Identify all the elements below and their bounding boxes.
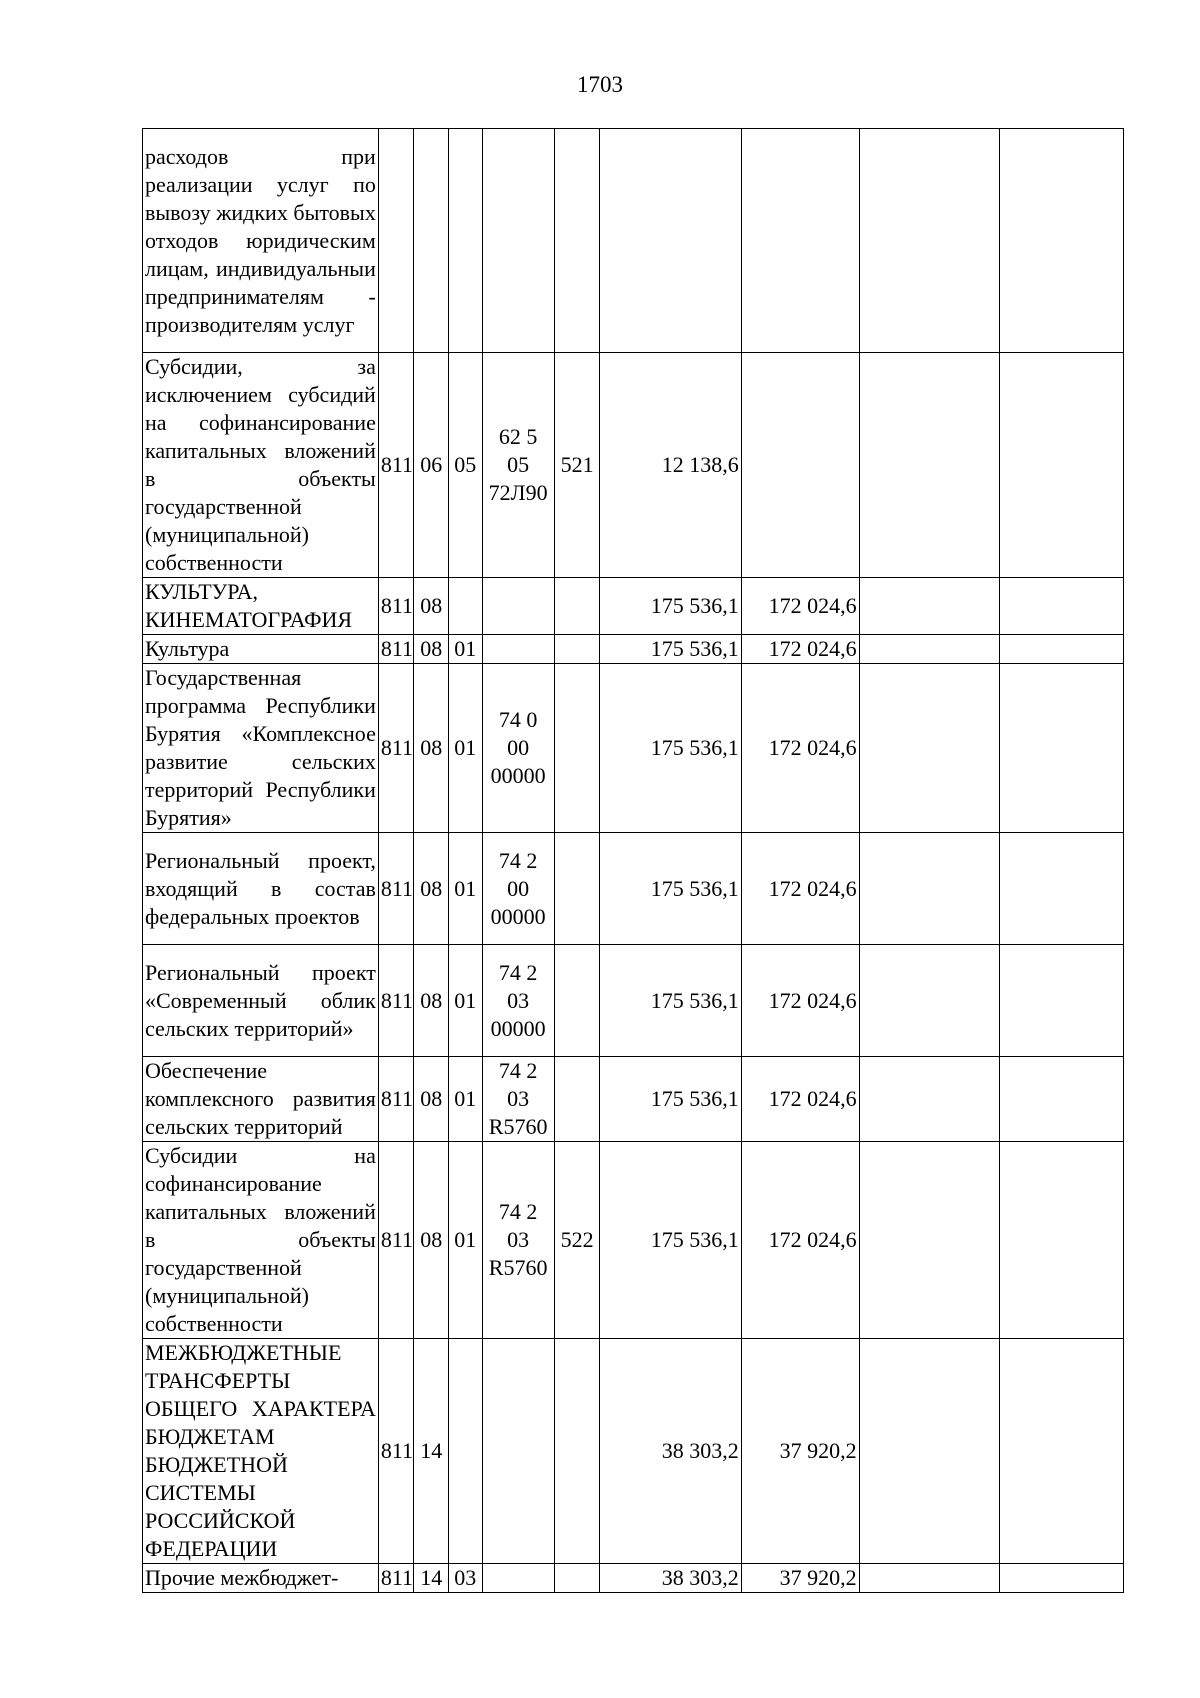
row-pr (448, 1339, 482, 1564)
row-cs: 74 2 03 R5760 (482, 1142, 554, 1339)
row-vr (554, 664, 600, 833)
row-empty-1 (859, 1564, 999, 1593)
row-sum1: 175 536,1 (600, 578, 741, 635)
row-cs: 62 5 05 72Л90 (482, 353, 554, 578)
row-sum1: 175 536,1 (600, 635, 741, 664)
row-gr: 811 (378, 833, 414, 945)
row-sum1: 175 536,1 (600, 1057, 741, 1142)
row-cs: 74 2 03 R5760 (482, 1057, 554, 1142)
row-gr: 811 (378, 578, 414, 635)
row-rz: 08 (414, 945, 449, 1057)
row-empty-1 (859, 664, 999, 833)
row-empty-1 (859, 1057, 999, 1142)
row-rz: 08 (414, 578, 449, 635)
row-name: расходов при реализации услуг по вывозу жидких бытовых отходов юридическим лицам, индивидуальныи предпринимателям - производителям услуг (143, 129, 379, 353)
row-sum1: 38 303,2 (600, 1339, 741, 1564)
row-empty-2 (999, 664, 1123, 833)
row-sum2: 172 024,6 (741, 664, 859, 833)
row-gr: 811 (378, 1564, 414, 1593)
row-rz: 08 (414, 664, 449, 833)
row-empty-2 (999, 129, 1123, 353)
row-vr (554, 1339, 600, 1564)
row-name: Региональный проект, входящий в состав федеральных проектов (143, 833, 379, 945)
row-cs (482, 578, 554, 635)
row-empty-1 (859, 129, 999, 353)
table-row (143, 1142, 1124, 1339)
row-gr: 811 (378, 1142, 414, 1339)
row-gr: 811 (378, 664, 414, 833)
row-pr: 03 (448, 1564, 482, 1593)
table-row (143, 1339, 1124, 1564)
row-empty-2 (999, 353, 1123, 578)
table-row (143, 578, 1124, 635)
row-sum1 (600, 129, 741, 353)
row-gr: 811 (378, 1057, 414, 1142)
row-gr: 811 (378, 945, 414, 1057)
row-empty-1 (859, 353, 999, 578)
row-sum2: 37 920,2 (741, 1339, 859, 1564)
row-name: КУЛЬТУРА, КИНЕМАТОГРАФИЯ (143, 578, 379, 635)
row-empty-2 (999, 945, 1123, 1057)
row-cs (482, 1339, 554, 1564)
row-rz: 08 (414, 1142, 449, 1339)
row-gr (378, 129, 414, 353)
row-vr: 522 (554, 1142, 600, 1339)
row-empty-1 (859, 635, 999, 664)
row-sum2: 172 024,6 (741, 1057, 859, 1142)
table-row (143, 833, 1124, 945)
row-sum2 (741, 129, 859, 353)
row-vr (554, 1564, 600, 1593)
row-sum2: 172 024,6 (741, 1142, 859, 1339)
row-vr (554, 945, 600, 1057)
row-pr (448, 129, 482, 353)
row-sum1: 12 138,6 (600, 353, 741, 578)
row-empty-1 (859, 1142, 999, 1339)
row-empty-1 (859, 1339, 999, 1564)
row-gr: 811 (378, 635, 414, 664)
table-row (143, 635, 1124, 664)
row-rz: 08 (414, 833, 449, 945)
row-sum1: 38 303,2 (600, 1564, 741, 1593)
row-vr (554, 129, 600, 353)
row-name: Обеспечение комплексного развития сельских территорий (143, 1057, 379, 1142)
row-sum1: 175 536,1 (600, 945, 741, 1057)
row-cs (482, 635, 554, 664)
row-cs (482, 129, 554, 353)
row-rz (414, 129, 449, 353)
budget-table (142, 128, 1124, 1593)
row-rz: 08 (414, 635, 449, 664)
row-pr: 01 (448, 1142, 482, 1339)
row-name: Культура (143, 635, 379, 664)
row-empty-1 (859, 578, 999, 635)
row-vr (554, 635, 600, 664)
row-cs: 74 2 03 00000 (482, 945, 554, 1057)
row-pr: 01 (448, 635, 482, 664)
table-row (143, 664, 1124, 833)
row-empty-2 (999, 1564, 1123, 1593)
row-pr: 01 (448, 945, 482, 1057)
row-sum2: 37 920,2 (741, 1564, 859, 1593)
row-rz: 06 (414, 353, 449, 578)
table-row (143, 945, 1124, 1057)
row-sum1: 175 536,1 (600, 1142, 741, 1339)
row-sum2: 172 024,6 (741, 578, 859, 635)
row-empty-2 (999, 1142, 1123, 1339)
row-gr: 811 (378, 1339, 414, 1564)
row-gr: 811 (378, 353, 414, 578)
table-row (143, 1564, 1124, 1593)
row-pr: 01 (448, 1057, 482, 1142)
table-row (143, 1057, 1124, 1142)
row-cs (482, 1564, 554, 1593)
row-vr (554, 578, 600, 635)
row-pr: 01 (448, 833, 482, 945)
row-pr (448, 578, 482, 635)
row-pr: 01 (448, 664, 482, 833)
row-sum2: 172 024,6 (741, 833, 859, 945)
row-sum2: 172 024,6 (741, 945, 859, 1057)
row-vr: 521 (554, 353, 600, 578)
row-sum1: 175 536,1 (600, 664, 741, 833)
row-sum2: 172 024,6 (741, 635, 859, 664)
row-empty-2 (999, 578, 1123, 635)
row-name: Прочие межбюджет- (143, 1564, 379, 1593)
row-vr (554, 833, 600, 945)
row-name: Субсидии на софинансирование капитальных вложений в объекты государственной (муниципальной) собственности (143, 1142, 379, 1339)
row-name: Региональный проект «Современный облик сельских территорий» (143, 945, 379, 1057)
row-sum1: 175 536,1 (600, 833, 741, 945)
table-row (143, 129, 1124, 353)
row-empty-2 (999, 1339, 1123, 1564)
row-pr: 05 (448, 353, 482, 578)
row-empty-2 (999, 635, 1123, 664)
row-empty-1 (859, 833, 999, 945)
row-empty-2 (999, 1057, 1123, 1142)
row-sum2 (741, 353, 859, 578)
row-vr (554, 1057, 600, 1142)
row-name: Государственная программа Республики Бурятия «Комплексное развитие сельских территорий Республики Бурятия» (143, 664, 379, 833)
row-name: МЕЖБЮДЖЕТНЫЕ ТРАНСФЕРТЫ ОБЩЕГО ХАРАКТЕРА БЮДЖЕТАМ БЮДЖЕТНОЙ СИСТЕМЫ РОССИЙСКОЙ ФЕДЕРАЦИИ (143, 1339, 379, 1564)
page-number: 1703 (577, 72, 623, 97)
table-row (143, 353, 1124, 578)
row-rz: 14 (414, 1339, 449, 1564)
row-empty-1 (859, 945, 999, 1057)
row-rz: 14 (414, 1564, 449, 1593)
row-cs: 74 2 00 00000 (482, 833, 554, 945)
row-rz: 08 (414, 1057, 449, 1142)
row-cs: 74 0 00 00000 (482, 664, 554, 833)
row-name: Субсидии, за исключением субсидий на софинансирование капитальных вложений в объекты государственной (муниципальной) собственности (143, 353, 379, 578)
row-empty-2 (999, 833, 1123, 945)
